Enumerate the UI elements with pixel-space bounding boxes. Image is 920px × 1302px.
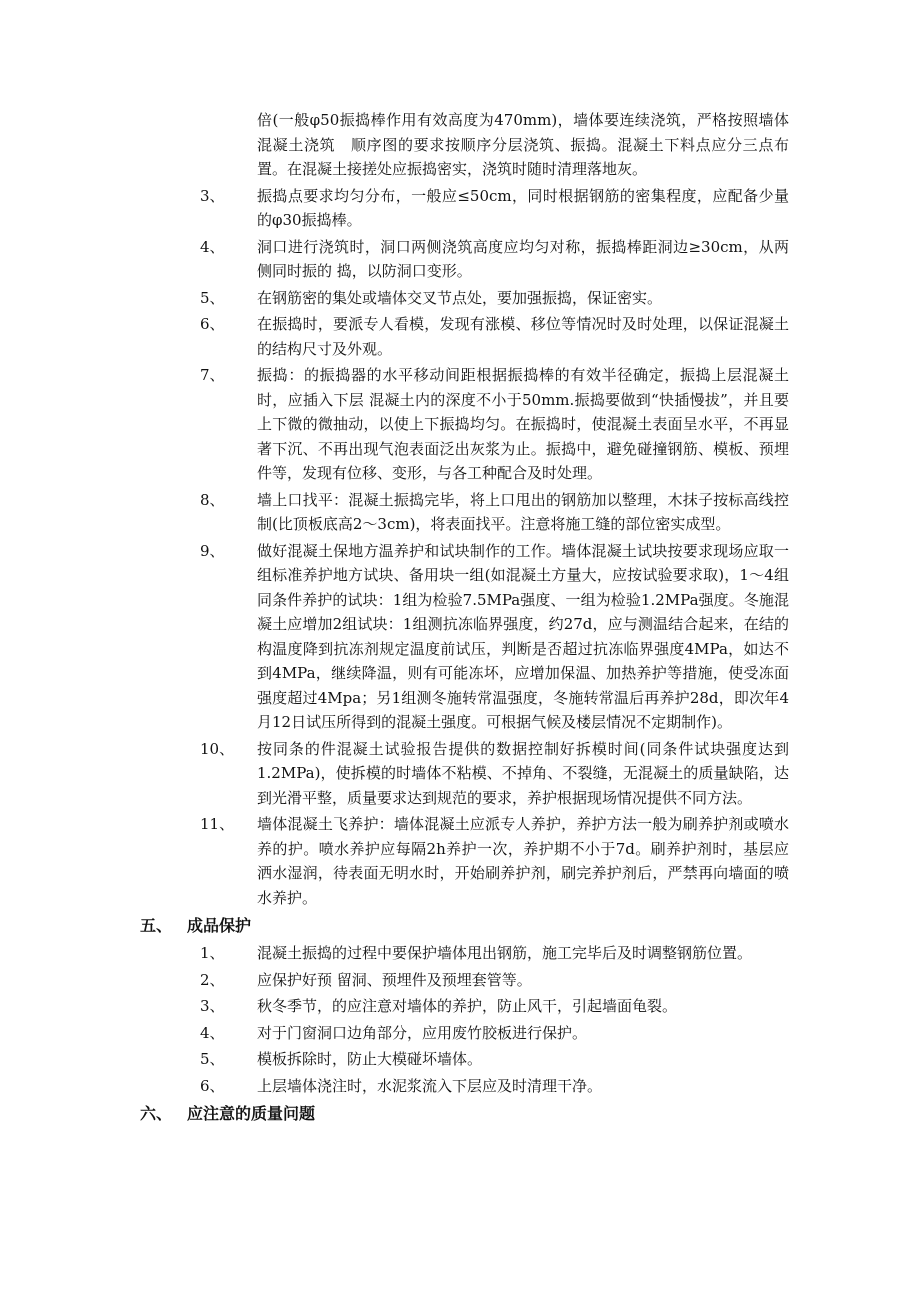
item-number: 5、 (200, 288, 225, 307)
item-text: 应保护好预 留洞、预埋件及预埋套管等。 (257, 970, 532, 989)
list-item (200, 488, 789, 537)
list-item (200, 312, 789, 361)
list-item (200, 539, 789, 735)
list-item (200, 941, 789, 966)
continuation-paragraph: 倍(一般φ50振捣棒作用有效高度为470mm)，墙体要连续浇筑，严格按照墙体混凝土浇筑 顺序图的要求按顺序分层浇筑、振捣。混凝土下料点应分三点布置。在混凝土接搓处应振捣密实，浇筑时随时清理落地灰。 (257, 111, 789, 178)
section-number: 六、 (140, 1104, 173, 1123)
list-item (200, 235, 789, 284)
item-number: 9、 (200, 541, 225, 560)
list-item (200, 184, 789, 233)
item-number: 5、 (200, 1050, 225, 1068)
list-item (200, 1074, 789, 1099)
item-text: 按同条的件混凝土试验报告提供的数据控制好拆模时间(同条件试块强度达到1.2MPa)，使拆模的时墙体不粘模、不掉角、不裂缝，无混凝土的质量缺陷，达到光滑平整，质量要求达到规范的要求，养护根据现场情况提供不同方法。 (257, 739, 789, 807)
section-heading-finished-product-protection (140, 913, 920, 939)
list-item (200, 363, 789, 486)
item-text: 在振捣时，要派专人看模，发现有涨模、移位等情况时及时处理，以保证混凝土的结构尺寸及外观。 (257, 315, 789, 358)
item-number: 6、 (200, 1076, 225, 1095)
list-item (200, 968, 789, 993)
item-text: 混凝土振捣的过程中要保护墙体甩出钢筋，施工完毕后及时调整钢筋位置。 (257, 944, 753, 962)
item-text: 墙上口找平：混凝土振捣完毕，将上口甩出的钢筋加以整理，木抹子按标高线控制(比顶板底高2～3cm)，将表面找平。注意将施工缝的部位密实成型。 (257, 490, 789, 533)
item-number: 7、 (200, 366, 225, 384)
section-title: 应注意的质量问题 (187, 1104, 316, 1123)
document-page (0, 108, 920, 1127)
item-number: 10、 (200, 739, 235, 758)
item-number: 3、 (200, 186, 225, 205)
item-text: 洞口进行浇筑时，洞口两侧浇筑高度应均匀对称，振捣棒距洞边≥30cm，从两侧同时振的 捣，以防洞口变形。 (257, 237, 789, 280)
item-text: 做好混凝土保地方温养护和试块制作的工作。墙体混凝土试块按要求现场应取一组标准养护地方试块、备用块一组(如混凝土方量大，应按试验要求取)，1～4组同条件养护的试块：1组为检验7.5MPa强度、一组为检验1.2MPa强度。冬施混凝土应增加2组试块：1组测抗冻临界强度，约27d，应与测温结合起来，在结的构温度降到抗冻剂规定温度前试压，判断是否超过抗冻临界强度4MPa，如达不到4MPa，继续降温，则有可能冻坏，应增加保温、加热养护等措施，使受冻面强度超过4Mpa；另1组测冬施转常温强度，冬施转常温后再养护28d，即次年4月12日试压所得到的混凝土强度。可根据气候及楼层情况不定期制作)。 (257, 541, 789, 731)
item-number: 2、 (200, 970, 225, 989)
list-item (200, 1047, 789, 1072)
list-item (200, 812, 789, 910)
item-text: 墙体混凝土飞养护：墙体混凝土应派专人养护，养护方法一般为刷养护剂或喷水养的护。喷水养护应每隔2h养护一次，养护期不小于7d。刷养护剂时，基层应洒水湿润，待表面无明水时，开始刷养护剂，刷完养护剂后，严禁再向墙面的喷水养护。 (257, 815, 789, 907)
item-text: 在钢筋密的集处或墙体交叉节点处，要加强振捣，保证密实。 (257, 288, 663, 307)
list-item (200, 737, 789, 811)
item-number: 11、 (200, 815, 235, 833)
item-number: 1、 (200, 944, 225, 962)
list-item (200, 1021, 789, 1046)
item-text: 上层墙体浇注时，水泥浆流入下层应及时清理干净。 (257, 1076, 603, 1095)
item-text: 秋冬季节，的应注意对墙体的养护，防止风干，引起墙面龟裂。 (257, 997, 678, 1015)
item-number: 6、 (200, 315, 225, 333)
item-number: 3、 (200, 997, 225, 1015)
list-item (200, 994, 789, 1019)
item-text: 振捣：的振捣器的水平移动间距根据振捣棒的有效半径确定，振捣上层混凝土时，应插入下层 混凝土内的深度不小于50mm.振捣要做到“快插慢拔”，并且要上下微的微抽动，以使上下振捣均匀。在振捣时，使混凝土表面呈水平，不再显著下沉、不再出现气泡表面泛出灰浆为止。振捣中，避免碰撞钢筋、模板、预埋件等，发现有位移、变形，与各工种配合及时处理。 (257, 366, 789, 482)
item-text: 振捣点要求均匀分布，一般应≤50cm，同时根据钢筋的密集程度，应配备少量的φ30振捣棒。 (257, 186, 789, 229)
section-heading-quality-issues (140, 1101, 920, 1127)
item-number: 4、 (200, 237, 225, 256)
section-title: 成品保护 (187, 916, 252, 935)
item-number: 8、 (200, 490, 225, 509)
list-item (200, 286, 789, 311)
item-number: 4、 (200, 1023, 225, 1042)
item-text: 对于门窗洞口边角部分，应用废竹胶板进行保护。 (257, 1023, 588, 1042)
item-text: 模板拆除时，防止大模碰坏墙体。 (257, 1050, 483, 1068)
section-number: 五、 (140, 916, 173, 935)
